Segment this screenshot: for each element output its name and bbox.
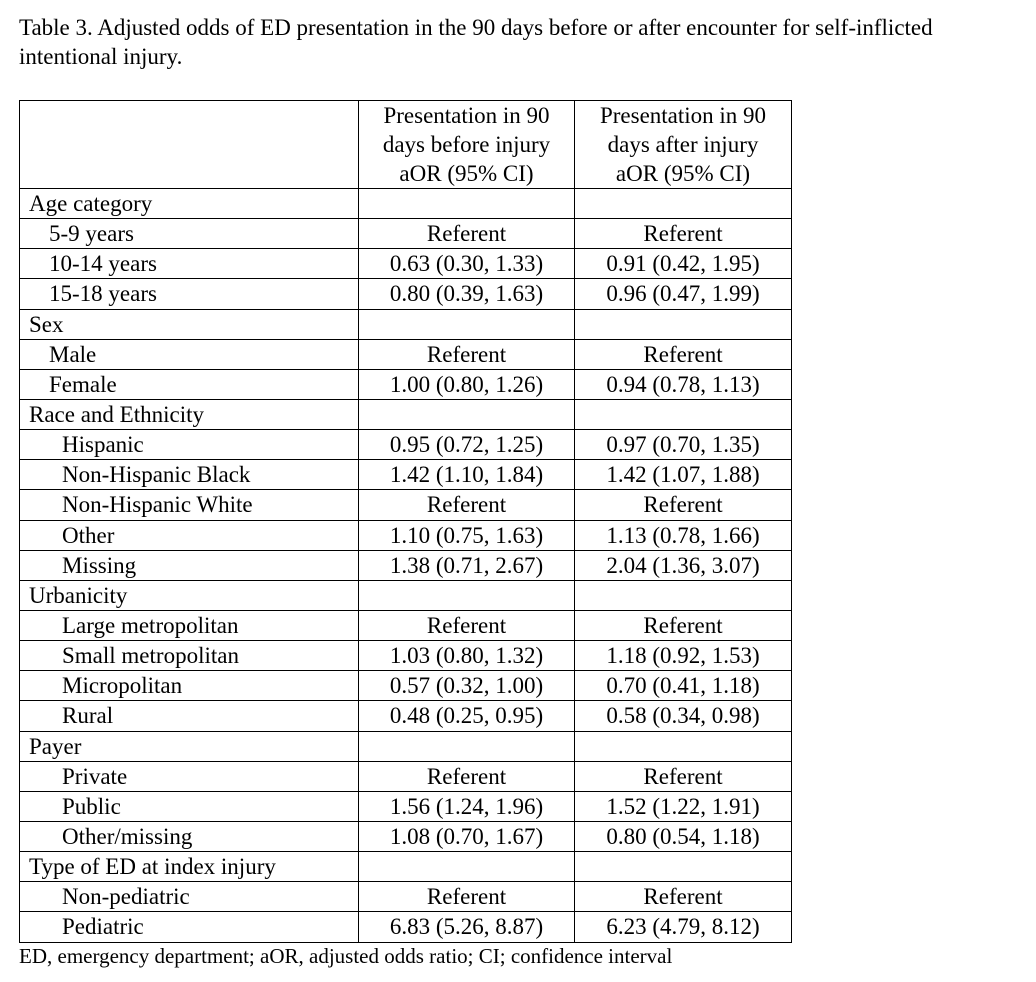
category-row [20,580,792,610]
aor-after-cell: 2.04 (1.36, 3.07) [575,550,792,580]
aor-after-cell: 1.13 (0.78, 1.66) [575,520,792,550]
aor-before-cell: Referent [359,761,575,791]
header-variable [20,101,359,189]
table-row [20,339,792,369]
row-label: Small metropolitan [20,641,359,671]
category-row [20,309,792,339]
aor-after-cell: Referent [575,761,792,791]
header-after-line-2: days after injury [607,132,759,157]
aor-before-cell [359,580,575,610]
category-label: Payer [20,731,359,761]
table-row [20,821,792,851]
aor-before-cell: Referent [359,882,575,912]
aor-after-cell: 6.23 (4.79, 8.12) [575,912,792,942]
table-row [20,610,792,640]
row-label: Non-Hispanic Black [20,460,359,490]
table-row [20,430,792,460]
aor-before-cell: 1.42 (1.10, 1.84) [359,460,575,490]
category-label: Type of ED at index injury [20,852,359,882]
row-label: Micropolitan [20,671,359,701]
aor-before-cell: 6.83 (5.26, 8.87) [359,912,575,942]
caption-line-2: intentional injury. [19,44,183,69]
aor-after-cell: Referent [575,882,792,912]
row-label: 15-18 years [20,279,359,309]
table-row [20,490,792,520]
table-row [20,460,792,490]
table-row [20,550,792,580]
table-footnote: ED, emergency department; aOR, adjusted odds ratio; CI; confidence interval [19,944,673,968]
table-row [20,369,792,399]
table-caption [19,13,1031,71]
row-label: 5-9 years [20,219,359,249]
aor-before-cell: Referent [359,339,575,369]
row-label: Public [20,791,359,821]
aor-before-cell: 0.48 (0.25, 0.95) [359,701,575,731]
table-row [20,701,792,731]
table-header [20,101,792,189]
caption-line-1: Table 3. Adjusted odds of ED presentation in the 90 days before or after encounter for self-inflicted [19,15,933,40]
header-before-injury [359,101,575,189]
aor-after-cell: Referent [575,339,792,369]
aor-after-cell: 0.96 (0.47, 1.99) [575,279,792,309]
row-label: Missing [20,550,359,580]
aor-after-cell [575,731,792,761]
aor-after-cell: 1.52 (1.22, 1.91) [575,791,792,821]
row-label: Non-pediatric [20,882,359,912]
aor-before-cell [359,189,575,219]
table-row [20,761,792,791]
aor-before-cell: 1.03 (0.80, 1.32) [359,641,575,671]
category-label: Age category [20,189,359,219]
table-body [20,189,792,943]
aor-after-cell: 0.80 (0.54, 1.18) [575,821,792,851]
category-label: Sex [20,309,359,339]
aor-after-cell: 0.91 (0.42, 1.95) [575,249,792,279]
header-before-line-2: days before injury [382,132,551,157]
row-label: Private [20,761,359,791]
category-label: Race and Ethnicity [20,399,359,429]
odds-ratio-table [19,100,792,943]
aor-after-cell: 0.58 (0.34, 0.98) [575,701,792,731]
aor-before-cell: 0.80 (0.39, 1.63) [359,279,575,309]
table-row [20,882,792,912]
aor-before-cell: 1.08 (0.70, 1.67) [359,821,575,851]
aor-before-cell [359,852,575,882]
category-row [20,189,792,219]
row-label: Rural [20,701,359,731]
aor-before-cell: 0.63 (0.30, 1.33) [359,249,575,279]
aor-after-cell [575,189,792,219]
row-label: Pediatric [20,912,359,942]
row-label: Other [20,520,359,550]
table-row [20,641,792,671]
aor-before-cell: Referent [359,490,575,520]
row-label: Female [20,369,359,399]
aor-before-cell: 1.38 (0.71, 2.67) [359,550,575,580]
table-row [20,219,792,249]
aor-after-cell: 0.70 (0.41, 1.18) [575,671,792,701]
aor-after-cell: 0.97 (0.70, 1.35) [575,430,792,460]
aor-before-cell: 1.56 (1.24, 1.96) [359,791,575,821]
row-label: Hispanic [20,430,359,460]
aor-before-cell: 1.10 (0.75, 1.63) [359,520,575,550]
aor-after-cell: Referent [575,610,792,640]
aor-after-cell: Referent [575,490,792,520]
row-label: Other/missing [20,821,359,851]
row-label: Large metropolitan [20,610,359,640]
aor-before-cell: 1.00 (0.80, 1.26) [359,369,575,399]
category-label: Urbanicity [20,580,359,610]
header-after-line-1: Presentation in 90 [599,103,767,128]
aor-after-cell [575,399,792,429]
aor-before-cell: Referent [359,610,575,640]
aor-after-cell: Referent [575,219,792,249]
aor-after-cell [575,852,792,882]
aor-before-cell: 0.57 (0.32, 1.00) [359,671,575,701]
table-row [20,279,792,309]
header-before-line-1: Presentation in 90 [383,103,550,128]
aor-before-cell [359,309,575,339]
table-row [20,791,792,821]
table-row [20,912,792,942]
aor-after-cell [575,309,792,339]
row-label: 10-14 years [20,249,359,279]
header-before-line-3: aOR (95% CI) [399,161,534,186]
category-row [20,852,792,882]
aor-before-cell: 0.95 (0.72, 1.25) [359,430,575,460]
aor-before-cell: Referent [359,219,575,249]
aor-before-cell [359,731,575,761]
table-row [20,249,792,279]
aor-after-cell: 1.42 (1.07, 1.88) [575,460,792,490]
table-row [20,520,792,550]
header-after-line-3: aOR (95% CI) [615,161,751,186]
row-label: Male [20,339,359,369]
row-label: Non-Hispanic White [20,490,359,520]
aor-before-cell [359,399,575,429]
category-row [20,731,792,761]
header-after-injury [575,101,792,189]
aor-after-cell: 0.94 (0.78, 1.13) [575,369,792,399]
aor-after-cell: 1.18 (0.92, 1.53) [575,641,792,671]
aor-after-cell [575,580,792,610]
table-row [20,671,792,701]
header-row [20,101,792,189]
category-row [20,399,792,429]
